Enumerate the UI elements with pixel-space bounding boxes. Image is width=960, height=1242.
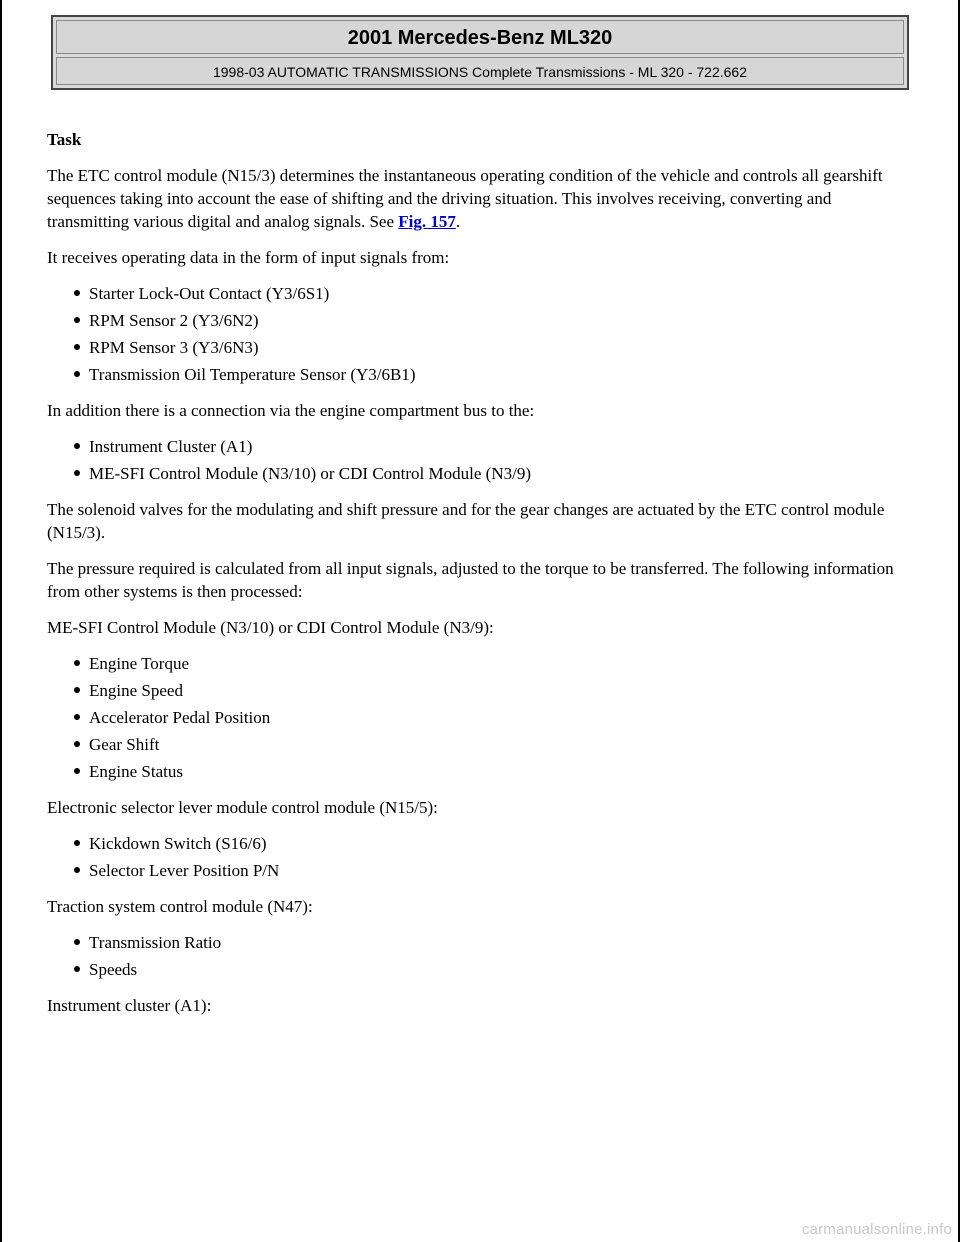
section-title: Task — [47, 130, 82, 149]
list-item: ME-SFI Control Module (N3/10) or CDI Control Module (N3/9) — [89, 462, 917, 485]
list-item: Selector Lever Position P/N — [89, 859, 917, 882]
bus-connection-list — [47, 435, 917, 485]
bus-connection-lead: In addition there is a connection via the engine compartment bus to the: — [47, 401, 535, 420]
list-item: Kickdown Switch (S16/6) — [89, 832, 917, 855]
document-body — [47, 128, 917, 1030]
intro-text-end: . — [455, 212, 461, 231]
solenoid-paragraph: The solenoid valves for the modulating and shift pressure and for the gear changes are actuated by the ETC control module (N15/3). — [47, 500, 885, 542]
selector-lever-list — [47, 832, 917, 882]
selector-lever-lead: Electronic selector lever module control module (N15/5): — [47, 798, 438, 817]
traction-list — [47, 931, 917, 981]
list-item: Instrument Cluster (A1) — [89, 435, 917, 458]
intro-text: The ETC control module (N15/3) determines the instantaneous operating condition of the vehicle and controls all gearshift sequences taking into account the ease of shifting and the driving situation. This involves receiving, converting and transmitting various digital and analog signals. See — [47, 166, 883, 231]
list-item: RPM Sensor 2 (Y3/6N2) — [89, 309, 917, 332]
figure-link[interactable]: Fig. 157 — [398, 212, 456, 231]
list-item: Starter Lock-Out Contact (Y3/6S1) — [89, 282, 917, 305]
list-item: Transmission Oil Temperature Sensor (Y3/6B1) — [89, 363, 917, 386]
input-signals-list — [47, 282, 917, 386]
list-item: Speeds — [89, 958, 917, 981]
me-sfi-list — [47, 652, 917, 783]
list-item: Engine Speed — [89, 679, 917, 702]
document-title: 2001 Mercedes-Benz ML320 — [56, 20, 904, 54]
document-header — [51, 15, 909, 90]
document-subtitle: 1998-03 AUTOMATIC TRANSMISSIONS Complete Transmissions - ML 320 - 722.662 — [56, 57, 904, 85]
instrument-cluster-lead: Instrument cluster (A1): — [47, 996, 212, 1015]
traction-lead: Traction system control module (N47): — [47, 897, 313, 916]
list-item: Gear Shift — [89, 733, 917, 756]
list-item: Engine Torque — [89, 652, 917, 675]
list-item: Accelerator Pedal Position — [89, 706, 917, 729]
intro-paragraph — [47, 164, 917, 233]
list-item: RPM Sensor 3 (Y3/6N3) — [89, 336, 917, 359]
input-signals-lead: It receives operating data in the form of input signals from: — [47, 248, 450, 267]
watermark: carmanualsonline.info — [801, 1221, 952, 1238]
pressure-paragraph: The pressure required is calculated from all input signals, adjusted to the torque to be transferred. The following information from other systems is then processed: — [47, 559, 894, 601]
list-item: Engine Status — [89, 760, 917, 783]
me-sfi-lead: ME-SFI Control Module (N3/10) or CDI Control Module (N3/9): — [47, 618, 494, 637]
list-item: Transmission Ratio — [89, 931, 917, 954]
